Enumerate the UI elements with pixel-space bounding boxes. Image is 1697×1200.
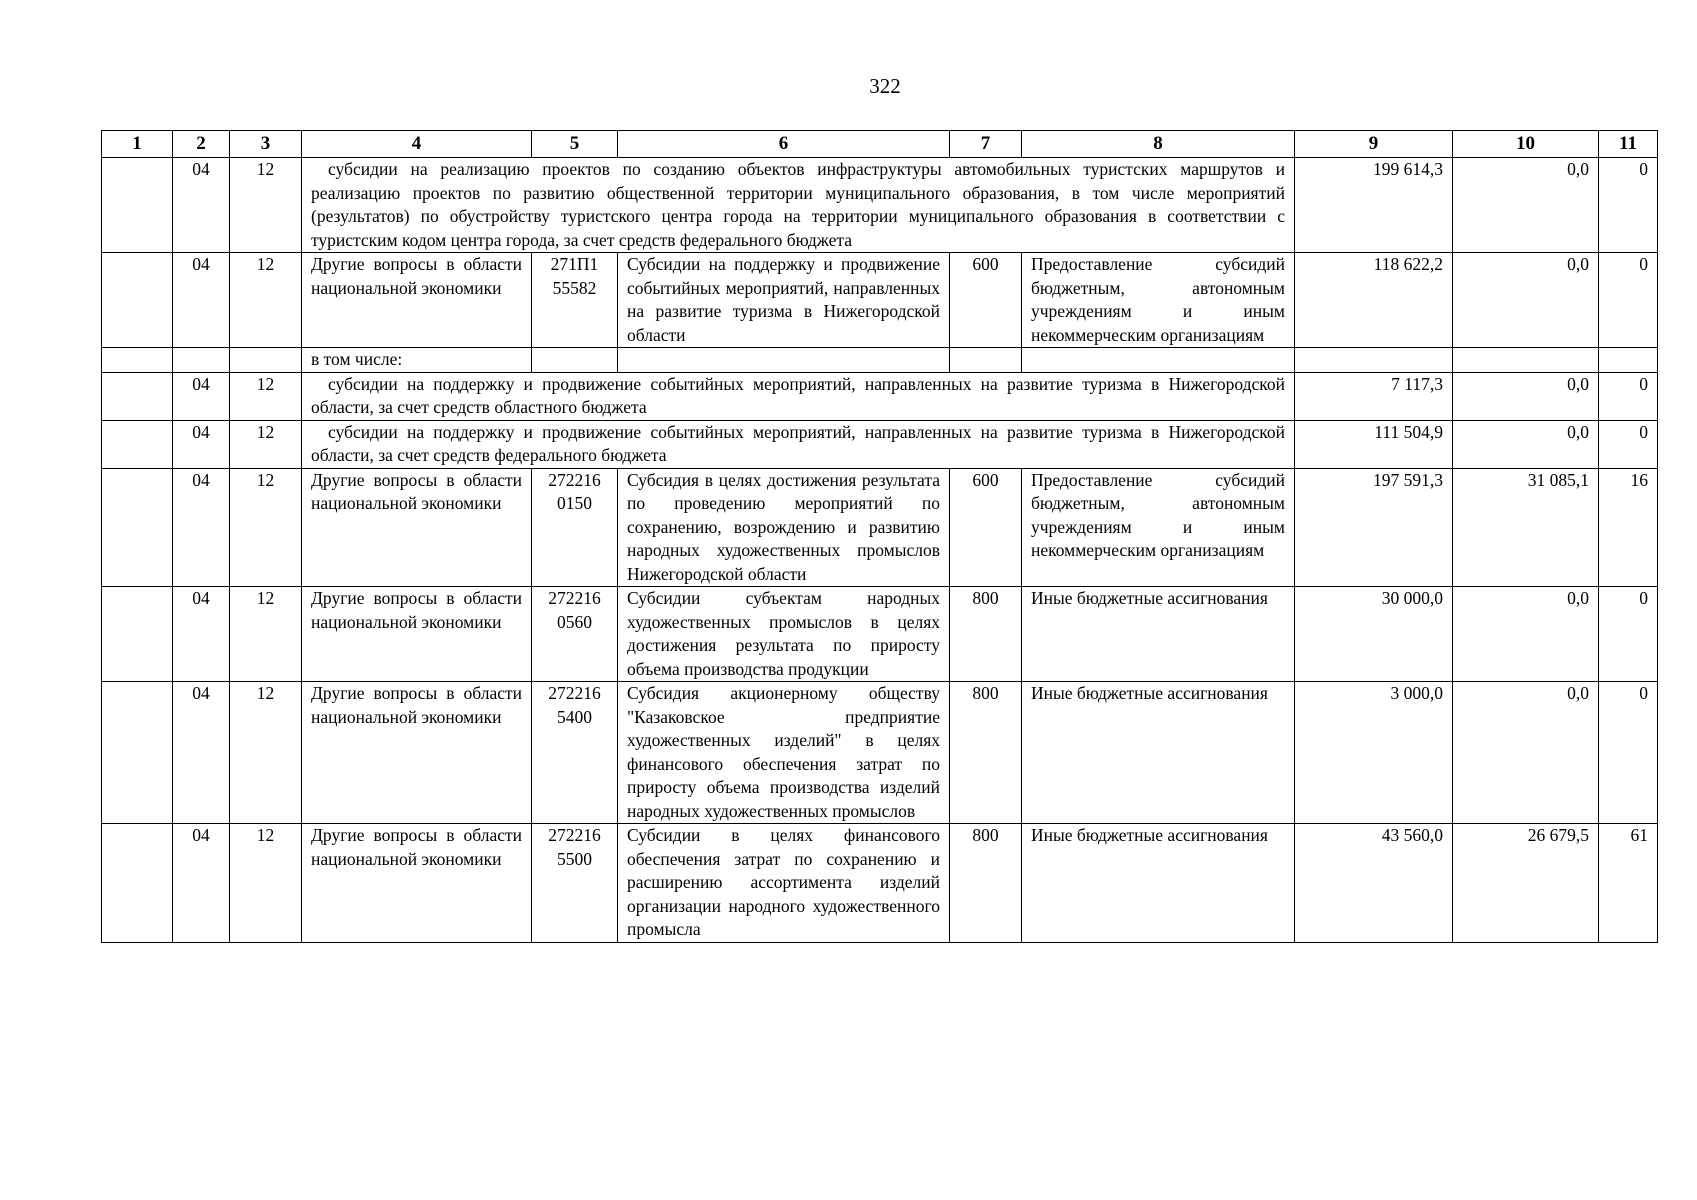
cell-section: 04 [173, 824, 230, 943]
cell-percent [1599, 348, 1658, 373]
code-part: 55582 [552, 277, 597, 298]
code-part: 271П1 [550, 254, 599, 274]
cell-target-code [532, 587, 618, 682]
cell-percent: 0 [1599, 253, 1658, 348]
cell-subsection: 12 [230, 372, 302, 420]
cell-executed: 26 679,5 [1453, 824, 1599, 943]
cell-section-name: Другие вопросы в области национальной экономики [302, 253, 532, 348]
cell-target-code [532, 682, 618, 824]
cell-executed: 0,0 [1453, 682, 1599, 824]
column-header: 11 [1599, 131, 1658, 158]
cell-target-name: Субсидии на поддержку и продвижение событийных мероприятий, направленных на развитие туризма в Нижегородской области [618, 253, 950, 348]
cell-target-code [532, 253, 618, 348]
column-header: 7 [950, 131, 1022, 158]
cell-expense-code: 800 [950, 587, 1022, 682]
cell-target-code [532, 348, 618, 373]
cell-executed: 0,0 [1453, 372, 1599, 420]
code-part: 5500 [557, 848, 592, 869]
header-row [102, 131, 1658, 158]
cell-amount: 111 504,9 [1295, 420, 1453, 468]
cell-section-name: Другие вопросы в области национальной экономики [302, 468, 532, 587]
cell-section: 04 [173, 158, 230, 253]
cell-section-name: Другие вопросы в области национальной экономики [302, 824, 532, 943]
code-part: 5400 [557, 706, 592, 727]
cell-executed [1453, 348, 1599, 373]
cell-c1 [102, 348, 173, 373]
cell-subsection: 12 [230, 253, 302, 348]
column-header: 10 [1453, 131, 1599, 158]
code-part: 272216 [548, 588, 601, 608]
cell-description: субсидии на поддержку и продвижение событийных мероприятий, направленных на развитие туризма в Нижегородской области, за счет средств областного бюджета [302, 372, 1295, 420]
cell-section: 04 [173, 253, 230, 348]
cell-c1 [102, 420, 173, 468]
page-number: 322 [869, 74, 901, 98]
cell-c1 [102, 253, 173, 348]
cell-expense-code: 600 [950, 468, 1022, 587]
cell-target-name: Субсидия акционерному обществу "Казаковское предприятие художественных изделий" в целях финансового обеспечения затрат по приросту объема производства изделий народных художественных промыслов [618, 682, 950, 824]
table-row [102, 158, 1658, 253]
cell-executed: 0,0 [1453, 158, 1599, 253]
cell-expense-name: Иные бюджетные ассигнования [1022, 587, 1295, 682]
cell-description: субсидии на реализацию проектов по созданию объектов инфраструктуры автомобильных туристских маршрутов и реализацию проектов по развитию общественной территории муниципального образования, в том числе мероприятий (результатов) по обустройству туристского центра города на территории муниципального образования в соответствии с туристским кодом центра города, за счет средств федерального бюджета [302, 158, 1295, 253]
cell-expense-code [950, 348, 1022, 373]
cell-c1 [102, 158, 173, 253]
code-part: 0150 [557, 493, 592, 513]
cell-amount: 7 117,3 [1295, 372, 1453, 420]
cell-expense-name: Иные бюджетные ассигнования [1022, 682, 1295, 824]
cell-amount: 3 000,0 [1295, 682, 1453, 824]
cell-c1 [102, 372, 173, 420]
cell-percent: 0 [1599, 682, 1658, 824]
code-part: 272216 [548, 469, 601, 490]
cell-percent: 0 [1599, 420, 1658, 468]
column-header: 8 [1022, 131, 1295, 158]
cell-section: 04 [173, 372, 230, 420]
code-part: 272216 [548, 825, 601, 845]
cell-amount: 43 560,0 [1295, 824, 1453, 943]
table-row [102, 587, 1658, 682]
cell-amount: 199 614,3 [1295, 158, 1453, 253]
cell-subsection: 12 [230, 468, 302, 587]
column-header: 6 [618, 131, 950, 158]
cell-percent: 16 [1599, 468, 1658, 587]
cell-executed: 31 085,1 [1453, 468, 1599, 587]
cell-subsection: 12 [230, 158, 302, 253]
cell-target-name [618, 348, 950, 373]
code-part: 0560 [557, 611, 592, 632]
cell-amount [1295, 348, 1453, 373]
cell-percent: 0 [1599, 587, 1658, 682]
column-header: 3 [230, 131, 302, 158]
cell-target-name: Субсидии субъектам народных художественных промыслов в целях достижения результата по приросту объема производства продукции [618, 587, 950, 682]
cell-c1 [102, 824, 173, 943]
cell-expense-name: Предоставление субсидий бюджетным, автономным учреждениям и иным некоммерческим организациям [1022, 253, 1295, 348]
cell-expense-name: Иные бюджетные ассигнования [1022, 824, 1295, 943]
table-row [102, 253, 1658, 348]
table-row [102, 348, 1658, 373]
cell-executed: 0,0 [1453, 420, 1599, 468]
column-header: 9 [1295, 131, 1453, 158]
cell-expense-name: Предоставление субсидий бюджетным, автономным учреждениям и иным некоммерческим организациям [1022, 468, 1295, 587]
cell-section-name: Другие вопросы в области национальной экономики [302, 587, 532, 682]
cell-section: 04 [173, 468, 230, 587]
table-row [102, 682, 1658, 824]
cell-amount: 30 000,0 [1295, 587, 1453, 682]
cell-description: субсидии на поддержку и продвижение событийных мероприятий, направленных на развитие туризма в Нижегородской области, за счет средств федерального бюджета [302, 420, 1295, 468]
table-row [102, 420, 1658, 468]
cell-c1 [102, 682, 173, 824]
cell-expense-code: 800 [950, 824, 1022, 943]
column-header: 2 [173, 131, 230, 158]
cell-percent: 0 [1599, 158, 1658, 253]
cell-subsection: 12 [230, 682, 302, 824]
cell-target-code [532, 824, 618, 943]
cell-subsection: 12 [230, 824, 302, 943]
cell-section [173, 348, 230, 373]
table-row [102, 372, 1658, 420]
cell-section: 04 [173, 587, 230, 682]
cell-executed: 0,0 [1453, 587, 1599, 682]
cell-subsection [230, 348, 302, 373]
cell-percent: 61 [1599, 824, 1658, 943]
code-part: 272216 [548, 683, 601, 703]
cell-amount: 118 622,2 [1295, 253, 1453, 348]
cell-section: 04 [173, 420, 230, 468]
cell-amount: 197 591,3 [1295, 468, 1453, 587]
cell-section: 04 [173, 682, 230, 824]
cell-percent: 0 [1599, 372, 1658, 420]
column-header: 4 [302, 131, 532, 158]
table-row [102, 468, 1658, 587]
cell-section-name: Другие вопросы в области национальной экономики [302, 682, 532, 824]
table-row [102, 824, 1658, 943]
cell-target-name: Субсидии в целях финансового обеспечения затрат по сохранению и расширению ассортимента изделий организации народного художественного промысла [618, 824, 950, 943]
cell-expense-code: 600 [950, 253, 1022, 348]
budget-table [101, 130, 1658, 943]
cell-executed: 0,0 [1453, 253, 1599, 348]
cell-including-label: в том числе: [302, 348, 532, 373]
cell-target-name: Субсидия в целях достижения результата по проведению мероприятий по сохранению, возрождению и развитию народных художественных промыслов Нижегородской области [618, 468, 950, 587]
cell-expense-name [1022, 348, 1295, 373]
cell-subsection: 12 [230, 420, 302, 468]
cell-target-code [532, 468, 618, 587]
column-header: 5 [532, 131, 618, 158]
column-header: 1 [102, 131, 173, 158]
cell-subsection: 12 [230, 587, 302, 682]
cell-expense-code: 800 [950, 682, 1022, 824]
cell-c1 [102, 587, 173, 682]
cell-c1 [102, 468, 173, 587]
